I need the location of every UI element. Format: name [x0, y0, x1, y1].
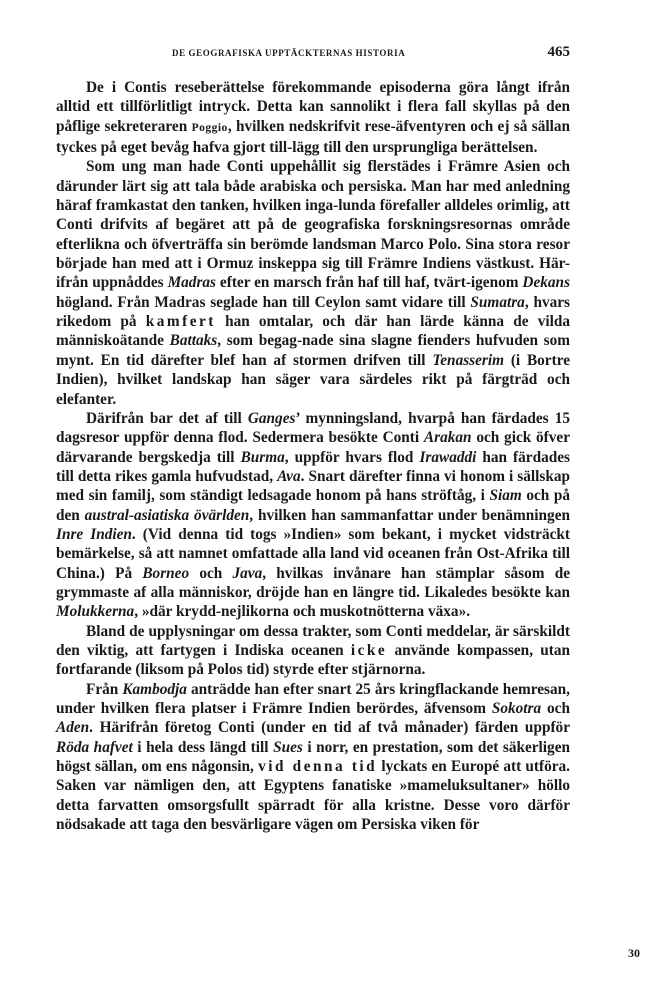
text-run: anträdde han efter snart 25 års kringflackande hemresan, under hvilken flera platser i Främre Indien berördes, äfvensom: [56, 680, 570, 717]
emphasized-text: Röda hafvet: [56, 738, 133, 756]
emphasized-text: Borneo: [142, 564, 190, 582]
emphasized-text: Molukkerna: [56, 603, 135, 621]
text-run: , hvilkas invånare han stämplar såsom de grymmaste af alla människor, dröjde han en längre tid. Likaledes besökte kan: [56, 564, 570, 601]
emphasized-text: kamfert: [145, 313, 216, 331]
text-run: (i Bortre Indien), hvilket landskap han säger vara särdeles rikt på färgträd och elefanter.: [56, 351, 570, 408]
emphasized-text: Inre Indien: [56, 525, 132, 543]
book-page: [56, 44, 570, 834]
emphasized-text: austral-asiatiska övärlden: [84, 506, 250, 524]
text-run: Bland de upplysningar om dessa trakter, som Conti meddelar, är särskildt den viktig, att fartygen i Indiska oceanen: [56, 622, 570, 659]
text-run: , hvars rikedom på: [56, 293, 570, 331]
emphasized-text: Ganges: [247, 409, 296, 427]
emphasized-text: Aden: [56, 719, 90, 737]
emphasized-text: Sokotra: [491, 700, 542, 717]
body-text: [56, 78, 570, 834]
text-run: , som begag-nade sina slagne fienders hufvuden som mynt. En tid därefter blef han af stormen drifven till: [56, 332, 570, 369]
text-run: Som ung man hade Conti uppehållit sig flerstädes i Främre Asien och därunder lärt sig att tala både arabiska och persiska. Man har med anledning häraf framkastat den tanken, hvilken inga-lunda förefaller alldeles orimlig, att Conti drifvits af begäret att på de geografiska forskningsresornas område efterlikna och öfverträffa sin berömde landsman Marco Polo. Sina stora resor började han med att i Ormuz inskeppa sig till Främre Indiens västkust. Här-ifrån uppnåddes: [56, 158, 570, 292]
emphasized-text: Poggio: [191, 121, 228, 134]
text-run: han omtalar, och där han lärde känna de vilda människoätande: [56, 313, 570, 350]
text-run: högland. Från Madras seglade han till Ceylon samt vidare till: [56, 293, 471, 311]
text-run: han färdades till detta rikes gamla hufvudstad,: [56, 448, 570, 485]
paragraph: [56, 157, 570, 408]
paragraph: [56, 78, 570, 157]
text-run: Därifrån bar det af till: [86, 409, 248, 427]
emphasized-text: Sumatra: [470, 293, 525, 311]
text-run: lyckats en Europé att utföra. Saken var nämligen den, att Egyptens fanatiske »mameluksultaner» höllo detta farvatten omsorgsfullt spärradt för alla kristne. Desse voro därför nödsakade att taga den besvärligare vägen om Persiska viken för: [56, 758, 570, 834]
emphasized-text: Battaks: [169, 332, 218, 350]
text-run: , hvilken han sammanfattar under benämningen: [249, 506, 570, 524]
emphasized-text: Tenasserim: [432, 351, 505, 369]
text-run: , »där krydd-nejlikorna och muskotnötterna växa».: [134, 603, 471, 621]
running-head: DE GEOGRAFISKA UPPTÄCKTERNAS HISTORIA: [172, 48, 406, 58]
paragraph: [56, 409, 570, 622]
text-run: . Härifrån företog Conti (under en tid af två månader) färden uppför: [89, 719, 570, 737]
text-run: De i Contis reseberättelse förekommande episoderna göra långt ifrån alltid ett tillförlitligt intryck. Detta kan sannolikt i flera fall skyllas på den påflige sekreteraren: [56, 79, 570, 135]
text-run: efter en marsch från haf till haf, tvärt-igenom: [216, 274, 523, 292]
text-run: och på den: [56, 487, 570, 524]
emphasized-text: Madras: [167, 274, 217, 292]
text-run: i norr, en prestation, som det säkerligen högst sällan, om ens någonsin,: [56, 738, 570, 776]
emphasized-text: Burma: [240, 448, 285, 466]
emphasized-text: Kambodja: [122, 680, 187, 698]
emphasized-text: Sues: [273, 738, 303, 756]
emphasized-text: Irawaddi: [419, 448, 477, 466]
page-header: [56, 44, 570, 68]
emphasized-text: vid denna tid: [258, 758, 378, 776]
emphasized-text: icke: [350, 641, 388, 659]
emphasized-text: Arakan: [423, 429, 472, 447]
text-run: . Snart därefter finna vi honom i sällskap med sin familj, som ständigt ledsagade honom på hans ströftåg, i: [56, 467, 570, 505]
text-run: Från: [86, 680, 123, 698]
text-run: . (Vid denna tid togs »Indien» som bekant, i mycket vidsträckt bemärkelse, så att namnet omfattade alla land vid oceanen från Ost-Afrika till China.) På: [56, 525, 570, 582]
text-run: ’ mynningsland, hvarpå han färdades 15 dagsresor uppför denna flod. Sedermera besökte Conti: [56, 409, 570, 447]
paragraph: [56, 680, 570, 835]
text-run: , hvilken nedskrifvit rese-äfventyren och ej så sällan tyckes på eget bevåg hafva gjort till-lägg till den ursprungliga berättelsen.: [56, 117, 570, 157]
text-run: och: [189, 564, 233, 582]
paragraph: [56, 622, 570, 680]
text-run: , uppför hvars flod: [284, 448, 420, 466]
text-run: i hela dess längd till: [132, 738, 274, 756]
emphasized-text: Dekans: [522, 274, 571, 292]
text-run: använde kompassen, utan fortfarande (liksom på Polos tid) styrde efter stjärnorna.: [56, 641, 570, 679]
emphasized-text: Siam: [489, 487, 522, 505]
emphasized-text: Java: [232, 564, 263, 582]
emphasized-text: Ava: [277, 467, 301, 485]
printer-signature: 30: [628, 946, 640, 960]
page-number: 465: [547, 44, 570, 60]
text-run: och gick öfver därvarande bergskedja till: [56, 429, 570, 466]
text-run: och: [541, 700, 570, 717]
